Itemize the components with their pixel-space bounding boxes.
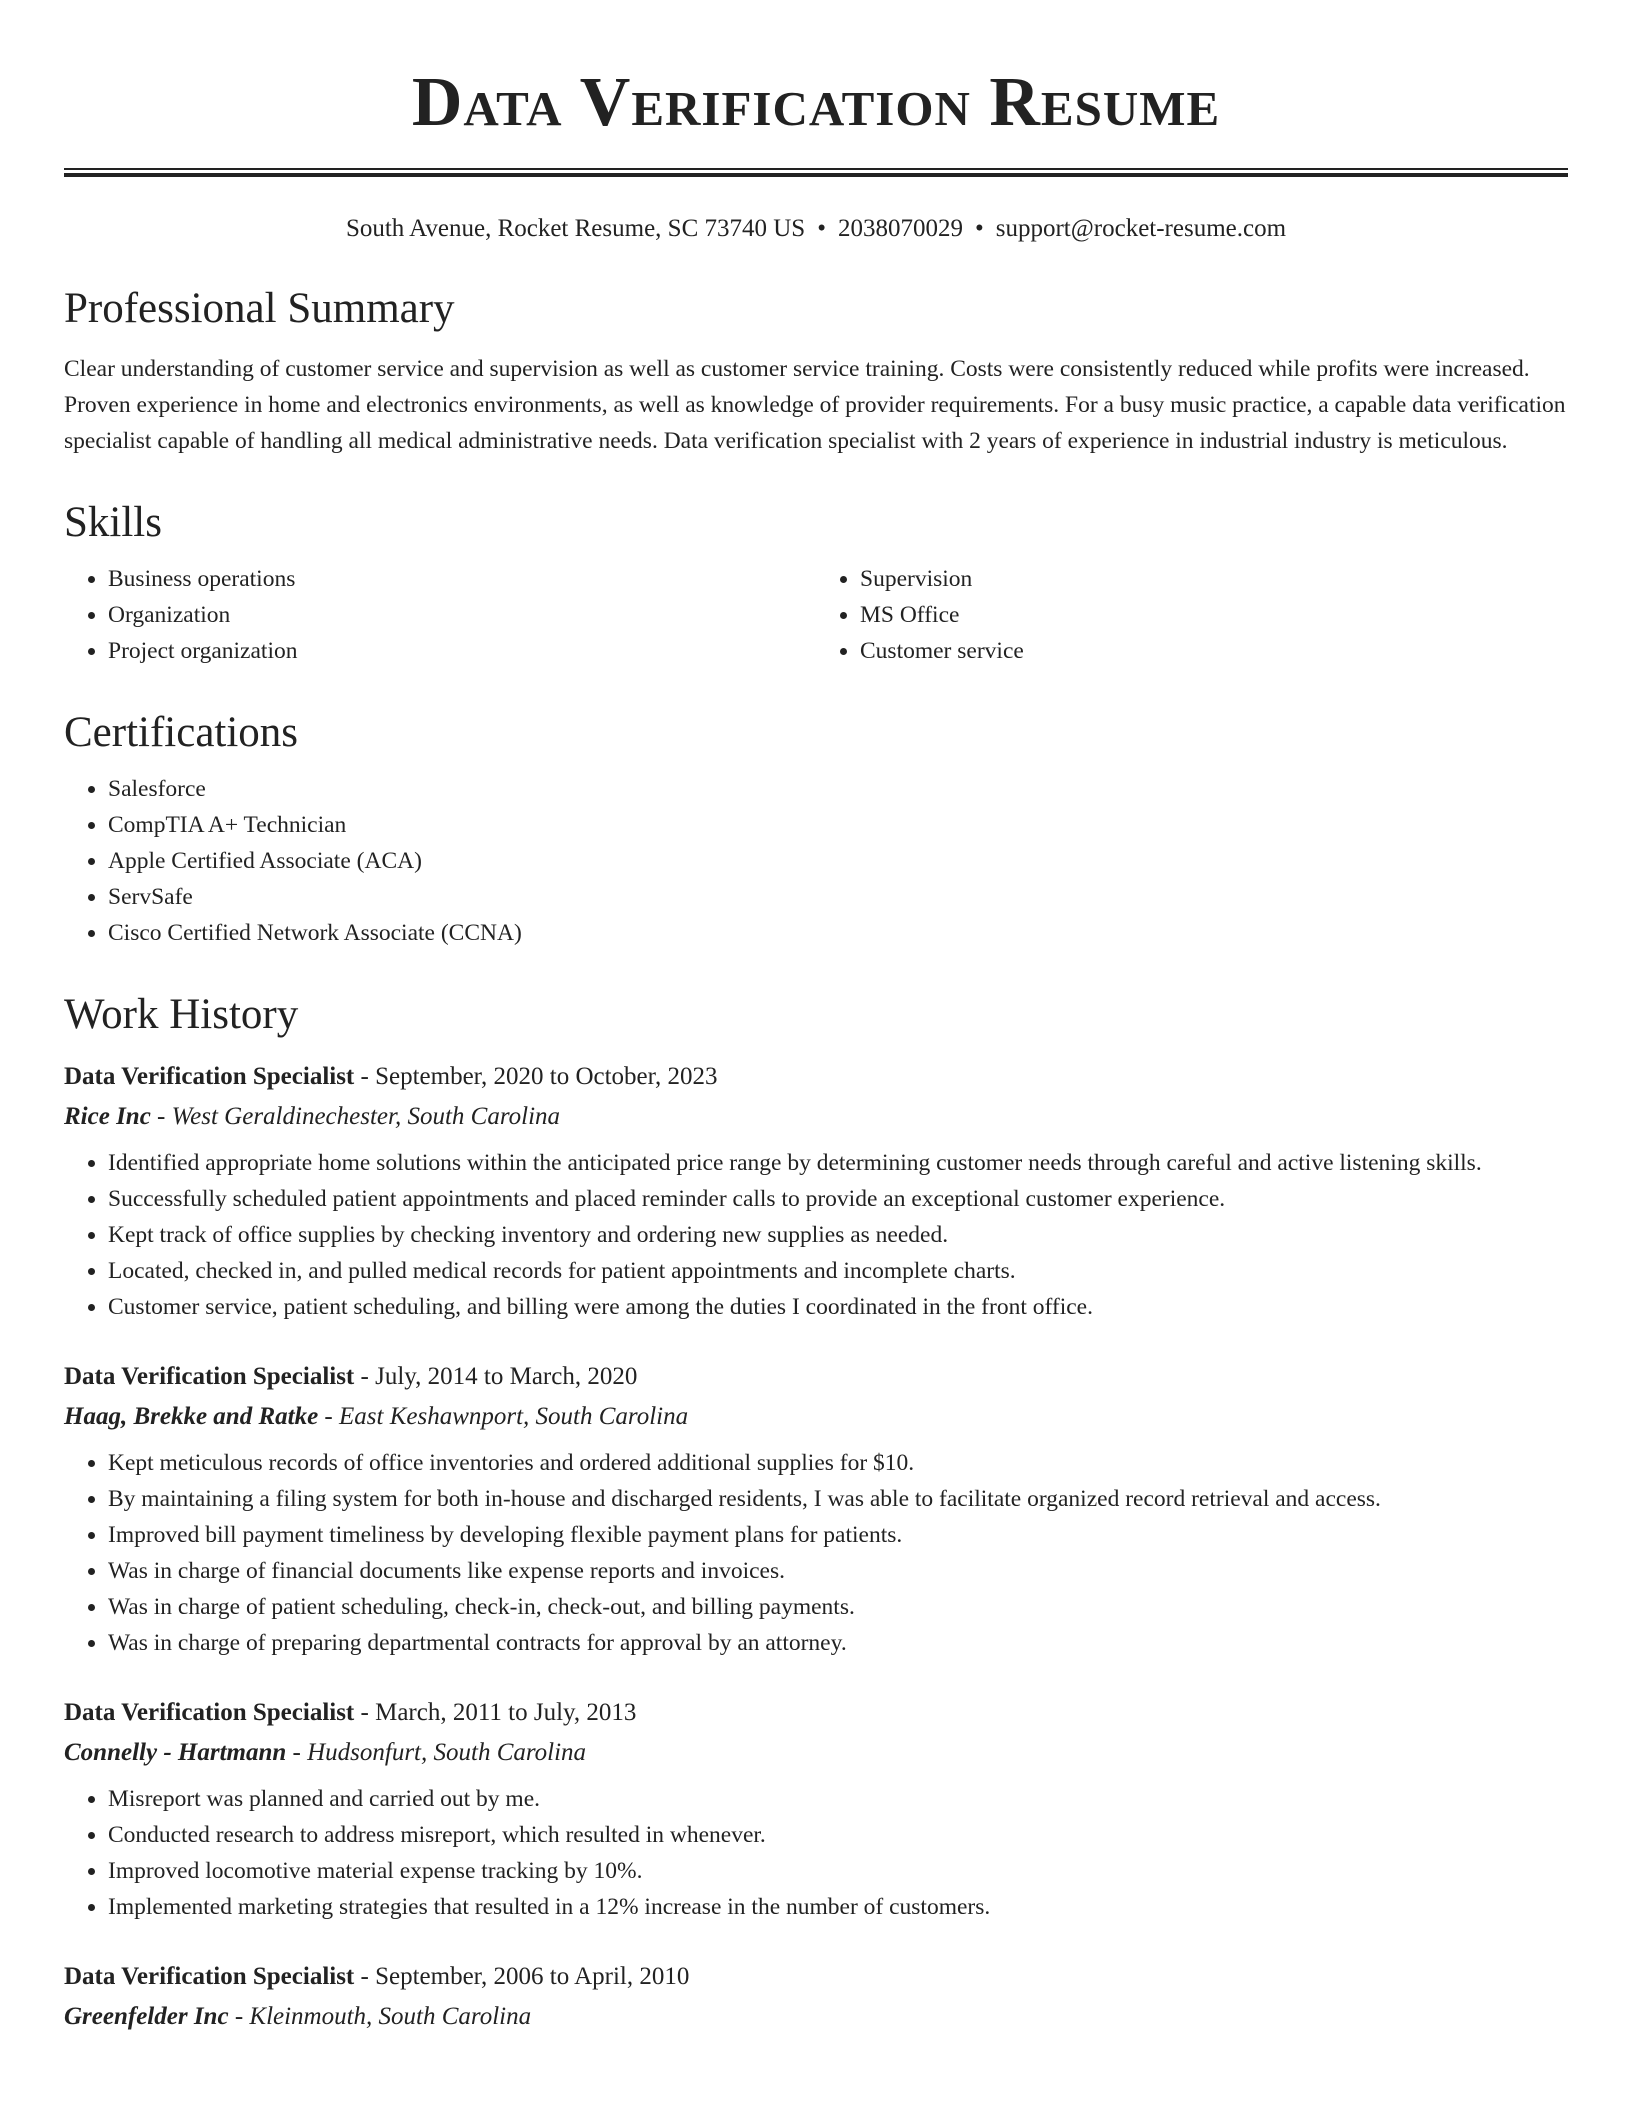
work-history-section bbox=[64, 989, 1568, 2037]
job-entry bbox=[64, 1693, 1568, 1925]
skill-item: • Customer service bbox=[860, 633, 1568, 669]
resume-page bbox=[64, 0, 1568, 2037]
job-bullet: • Successfully scheduled patient appointments and placed reminder calls to provide an exceptional customer experience. bbox=[108, 1181, 1568, 1217]
job-role: Data Verification Specialist bbox=[64, 1063, 355, 1090]
job-bullets bbox=[64, 1145, 1568, 1325]
job-location: Hudsonfurt, South Carolina bbox=[307, 1739, 587, 1766]
job-bullet: • Was in charge of patient scheduling, check-in, check-out, and billing payments. bbox=[108, 1589, 1568, 1625]
job-dates: July, 2014 to March, 2020 bbox=[375, 1363, 638, 1390]
job-bullet: • Kept meticulous records of office inventories and ordered additional supplies for $10. bbox=[108, 1445, 1568, 1481]
job-company: Greenfelder Inc bbox=[64, 2003, 229, 2030]
page-title: Data Verification Resume bbox=[411, 64, 1221, 141]
job-dates: March, 2011 to July, 2013 bbox=[375, 1699, 637, 1726]
job-company-line: Connelly - Hartmann - Hudsonfurt, South Carolina bbox=[64, 1739, 587, 1766]
job-bullet: • Implemented marketing strategies that resulted in a 12% increase in the number of customers. bbox=[108, 1889, 1568, 1925]
job-company: Connelly - Hartmann bbox=[64, 1739, 287, 1766]
contact-phone: 2038070029 bbox=[837, 215, 963, 242]
job-company-line: Haag, Brekke and Ratke - East Keshawnport, South Carolina bbox=[64, 1403, 689, 1430]
job-bullet: • By maintaining a filing system for both in-house and discharged residents, I was able to facilitate organized record retrieval and access. bbox=[108, 1481, 1568, 1517]
skills-list-right bbox=[816, 561, 1568, 669]
certification-item: • Apple Certified Associate (ACA) bbox=[108, 843, 1568, 879]
job-bullet: • Was in charge of financial documents like expense reports and invoices. bbox=[108, 1553, 1568, 1589]
certification-item: • CompTIA A+ Technician bbox=[108, 807, 1568, 843]
skills-list-left bbox=[64, 561, 816, 669]
skill-item: • Business operations bbox=[108, 561, 816, 597]
job-bullet: • Kept track of office supplies by checking inventory and ordering new supplies as needed. bbox=[108, 1217, 1568, 1253]
job-bullet: • Conducted research to address misreport, which resulted in whenever. bbox=[108, 1817, 1568, 1853]
job-company-line: Greenfelder Inc - Kleinmouth, South Carolina bbox=[64, 2003, 532, 2030]
summary-heading: Professional Summary bbox=[64, 285, 455, 332]
job-title-line: Data Verification Specialist - September, 2020 to October, 2023 bbox=[64, 1063, 718, 1090]
job-location: East Keshawnport, South Carolina bbox=[339, 1403, 689, 1430]
skills-grid bbox=[64, 561, 1568, 669]
certification-item: • ServSafe bbox=[108, 879, 1568, 915]
job-entry bbox=[64, 1357, 1568, 1661]
job-bullet: • Misreport was planned and carried out by me. bbox=[108, 1781, 1568, 1817]
skill-item: • Project organization bbox=[108, 633, 816, 669]
contact-separator: • bbox=[817, 215, 826, 242]
job-bullet: • Was in charge of preparing departmental contracts for approval by an attorney. bbox=[108, 1625, 1568, 1661]
title-divider bbox=[64, 168, 1568, 177]
job-location: West Geraldinechester, South Carolina bbox=[171, 1103, 561, 1130]
job-bullet: • Improved locomotive material expense tracking by 10%. bbox=[108, 1853, 1568, 1889]
job-bullet: • Improved bill payment timeliness by developing flexible payment plans for patients. bbox=[108, 1517, 1568, 1553]
job-location: Kleinmouth, South Carolina bbox=[249, 2003, 532, 2030]
certifications-section bbox=[64, 707, 1568, 951]
work-history-heading: Work History bbox=[64, 991, 299, 1038]
job-role: Data Verification Specialist bbox=[64, 1963, 355, 1990]
job-title-line: Data Verification Specialist - March, 2011 to July, 2013 bbox=[64, 1699, 637, 1726]
job-entry bbox=[64, 1057, 1568, 1325]
certification-item: • Cisco Certified Network Associate (CCNA) bbox=[108, 915, 1568, 951]
job-bullet: • Located, checked in, and pulled medical records for patient appointments and incomplete charts. bbox=[108, 1253, 1568, 1289]
job-bullets bbox=[64, 1781, 1568, 1925]
job-role: Data Verification Specialist bbox=[64, 1699, 355, 1726]
job-role: Data Verification Specialist bbox=[64, 1363, 355, 1390]
contact-separator: • bbox=[974, 215, 984, 242]
summary-text: Clear understanding of customer service and supervision as well as customer service training. Costs were consistently reduced while profits were increased. Proven experience in home and electronics environments, as well as knowledge of provider requirements. For a busy music practice, a capable data verification specialist capable of handling all medical administrative needs. Data verification specialist with 2 years of experience in industrial industry is meticulous. bbox=[64, 356, 1566, 454]
job-bullet: • Identified appropriate home solutions within the anticipated price range by determining customer needs through careful and active listening skills. bbox=[108, 1145, 1568, 1181]
job-entry bbox=[64, 1957, 1568, 2037]
skill-item: • MS Office bbox=[860, 597, 1568, 633]
skill-item: • Supervision bbox=[860, 561, 1568, 597]
job-dates: September, 2020 to October, 2023 bbox=[375, 1063, 718, 1090]
job-bullets bbox=[64, 1445, 1568, 1661]
skills-section bbox=[64, 497, 1568, 669]
job-company: Haag, Brekke and Ratke bbox=[64, 1403, 319, 1430]
job-title-line: Data Verification Specialist - September, 2006 to April, 2010 bbox=[64, 1963, 690, 1990]
job-bullet: • Customer service, patient scheduling, and billing were among the duties I coordinated in the front office. bbox=[108, 1289, 1568, 1325]
skill-item: • Organization bbox=[108, 597, 816, 633]
summary-section bbox=[64, 283, 1568, 459]
contact-address: South Avenue, Rocket Resume, SC 73740 US bbox=[345, 215, 806, 242]
certifications-heading: Certifications bbox=[64, 709, 299, 756]
job-title-line: Data Verification Specialist - July, 2014 to March, 2020 bbox=[64, 1363, 638, 1390]
job-company-line: Rice Inc - West Geraldinechester, South Carolina bbox=[64, 1103, 561, 1130]
contact-line bbox=[64, 213, 1568, 245]
certifications-list bbox=[64, 771, 1568, 951]
skills-heading: Skills bbox=[64, 499, 162, 546]
job-company: Rice Inc bbox=[64, 1103, 151, 1130]
contact-email: support@rocket-resume.com bbox=[995, 215, 1287, 242]
certification-item: • Salesforce bbox=[108, 771, 1568, 807]
job-dates: September, 2006 to April, 2010 bbox=[375, 1963, 690, 1990]
